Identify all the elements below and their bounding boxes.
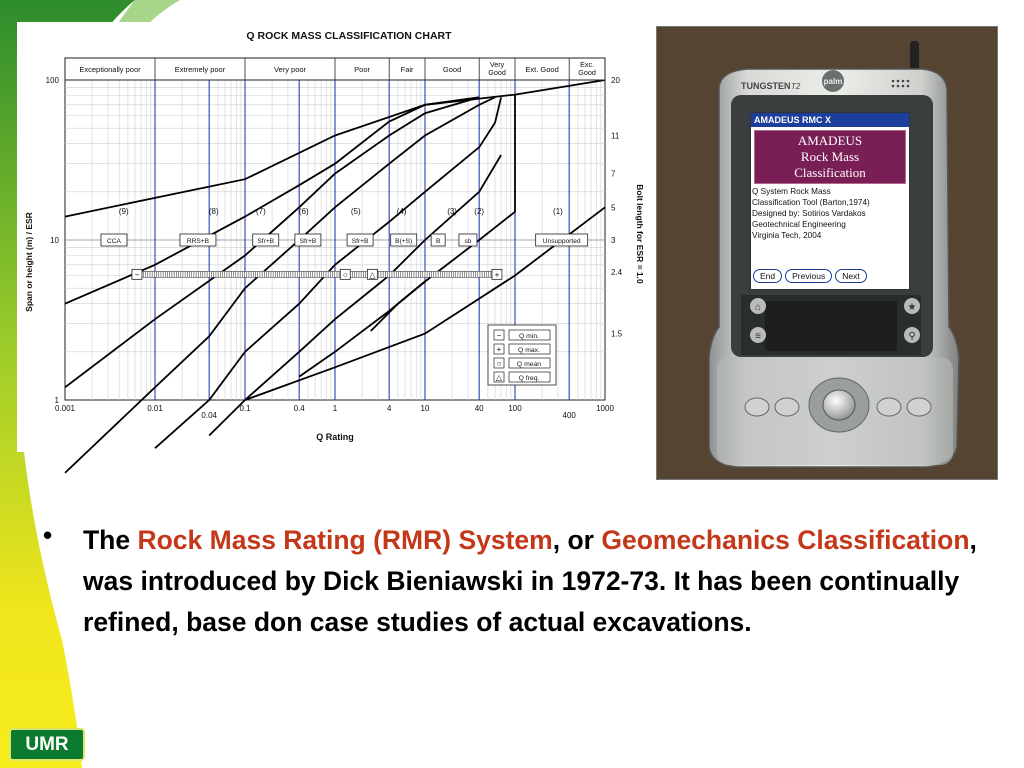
bolt-axis-label: Bolt length for ESR = 1.0 [635,184,645,284]
banner-line: Rock Mass [800,149,860,164]
class-label: Fair [400,65,414,74]
chart-bolt-ticks [611,76,623,339]
legend-label: Q freq. [518,375,540,382]
banner-line: AMADEUS [797,133,863,148]
brand-label: TUNGSTEN [741,81,791,91]
class-label: Good [442,65,462,74]
x-tick-label: 10 [420,404,430,413]
description-line: Geotechnical Engineering [752,220,846,229]
class-label: Very poor [273,65,307,74]
chart-x-ticks [55,404,614,420]
legend-symbol: − [496,331,502,340]
legend-symbol: ○ [496,359,502,368]
class-label: Good [578,68,596,77]
screen-title-bar: AMADEUS RMC X [751,113,909,127]
maker-logo: palm [823,77,843,86]
range-marker-glyph: − [134,270,140,280]
description-line: Classification Tool (Barton,1974) [752,198,870,207]
class-label: Good [488,68,506,77]
class-label: Poor [354,65,371,74]
legend-label: Q max. [518,347,540,354]
region-label: (5) [350,207,361,217]
rmr-term: Rock Mass Rating (RMR) System [137,525,553,555]
bullet-marker: • [43,520,53,550]
bolt-tick-label: 3 [611,236,616,245]
star-icon[interactable]: ★ [907,302,917,313]
screen-button-row [753,269,867,283]
geomechanics-term: Geomechanics Classification [601,525,970,555]
x-axis-label: Q Rating [316,432,354,442]
previous-button[interactable]: Previous [785,269,832,283]
region-label: (3) [447,207,457,217]
handheld-photo [656,26,998,480]
bolt-tick-label: 20 [611,76,620,85]
class-label: Extremely poor [174,65,226,74]
y-axis-label: Span or height (m) / ESR [24,212,34,312]
x-tick-label: 40 [474,404,484,413]
bolt-tick-label: 1.5 [611,329,623,339]
banner-line: Classification [794,165,866,180]
chart-title: Q ROCK MASS CLASSIFICATION CHART [246,30,452,42]
region-label: (2) [474,207,485,217]
x-tick-label: 1000 [596,404,614,413]
support-label: Unsupported [542,238,581,245]
x-tick-label: 0.001 [54,404,76,413]
nav-center-button[interactable] [823,390,855,420]
x-tick-label: 0.1 [239,404,251,413]
end-button[interactable]: End [753,269,782,283]
q-chart-panel [17,22,645,452]
support-label: CCA [107,238,121,245]
y-tick-label: 1 [54,396,59,405]
screen-banner [754,130,906,184]
description-line: Virginia Tech, 2004 [752,231,822,240]
support-label: Sfr+B [257,238,275,245]
region-label: (9) [118,207,129,217]
range-marker-glyph: ○ [342,270,348,280]
legend-symbol: + [496,345,502,354]
support-label: B [435,238,441,245]
support-label: Sfr+B [351,238,369,245]
range-marker-glyph: △ [369,270,376,280]
bolt-tick-label: 11 [611,131,620,141]
x-tick-label: 0.04 [201,411,217,420]
legend-label: Q min. [518,333,540,340]
support-label: sb [464,238,472,245]
bolt-tick-label: 7 [611,169,616,179]
umr-logo: UMR [9,728,85,761]
range-marker-glyph: + [494,270,500,280]
bolt-tick-label: 2.4 [611,268,623,278]
y-tick-label: 10 [50,236,59,245]
x-tick-label: 0.01 [147,404,163,413]
x-tick-label: 100 [508,404,522,413]
bolt-tick-label: 5 [611,203,616,213]
region-label: (6) [298,207,309,217]
search-icon[interactable]: ⚲ [908,331,916,342]
x-tick-label: 400 [562,411,576,420]
menu-icon[interactable]: ≡ [755,331,761,342]
y-tick-label: 100 [45,76,59,85]
device-screen[interactable] [750,112,910,290]
legend-label: Q mean [516,361,542,368]
chart-class-header [65,58,605,80]
support-label: B(+S) [395,238,413,245]
class-label: Exceptionally poor [79,65,141,74]
region-label: (7) [255,207,266,217]
legend-symbol: △ [495,373,503,382]
next-button[interactable]: Next [835,269,866,283]
chart-y-ticks [46,76,60,405]
region-label: (1) [553,207,563,217]
model-label: T2 [791,82,801,91]
support-label: RRS+B [186,238,210,245]
class-label: Exc. [580,60,595,69]
description-line: Designed by: Sotirios Vardakos [752,209,866,218]
chart-legend [488,325,556,385]
class-label: Ext. Good [525,65,559,74]
x-tick-label: 1 [332,404,338,413]
bullet-text: The Rock Mass Rating (RMR) System, or Geomechanics Classification, was introduced by Dick Bieniawski in 1972-73. It has been continually refined, base don case studies of actual excavations. [83,525,977,637]
description-line: Q System Rock Mass [752,187,831,196]
region-label: (8) [208,207,219,217]
support-label: Sfr+B [299,238,317,245]
x-tick-label: 4 [386,404,392,413]
home-icon[interactable]: ⌂ [754,302,762,313]
class-label: Very [489,60,505,69]
region-label: (4) [396,207,407,217]
screen-description [751,186,909,241]
x-tick-label: 0.4 [293,404,305,413]
